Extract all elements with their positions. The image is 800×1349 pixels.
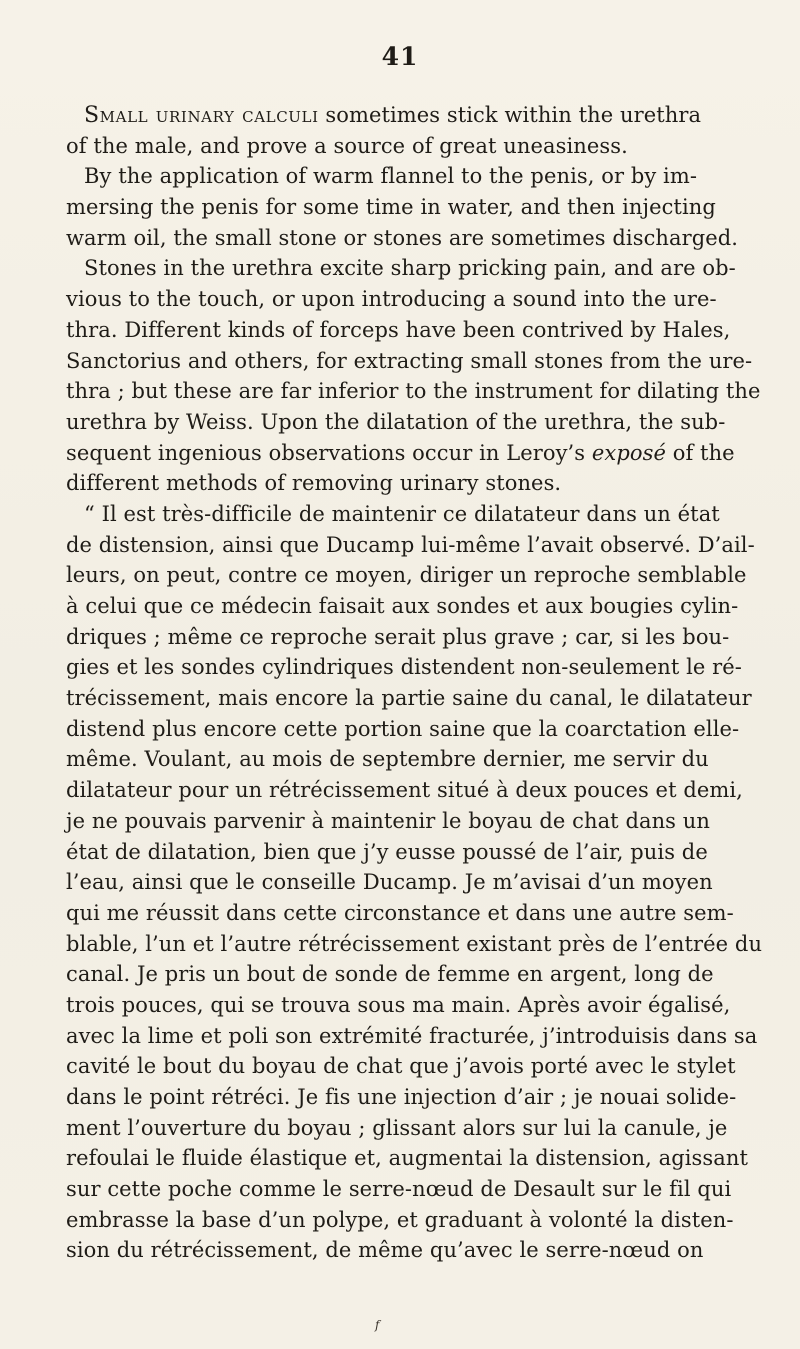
page-text [66,100,763,1266]
line-text: of the male, and prove a source of great uneasiness. [66,133,628,158]
line-text: embrasse la base d’un polype, et graduant à volonté la disten- [66,1207,734,1232]
line-text: trois pouces, qui se trouva sous ma main. Après avoir égalisé, [66,992,731,1017]
text-line [66,929,763,960]
line-text: mersing the penis for some time in water, and then injecting [66,195,716,220]
text-line [66,315,756,346]
line-text: sur cette poche comme le serre-nœud de Desault sur le fil qui [66,1177,732,1202]
line-text: qui me réussit dans cette circonstance et dans une autre sem- [66,900,734,925]
text-line [66,1082,756,1113]
text-line [66,100,756,131]
text-line [66,990,756,1021]
text-line [66,1143,756,1174]
text-line [66,376,761,407]
paragraph [66,100,756,161]
text-line [66,1051,756,1082]
line-text: canal. Je pris un bout de sonde de femme en argent, long de [66,962,714,987]
line-text: Sanctorius and others, for extracting small stones from the ure- [66,348,753,373]
line-text: blable, l’un et l’autre rétrécissement existant près de l’entrée du [66,931,763,956]
line-text: dilatateur pour un rétrécissement situé à deux pouces et demi, [66,778,743,803]
text-line [66,591,756,622]
text-line [66,1205,756,1236]
line-text: trécissement, mais encore la partie saine du canal, le dilatateur [66,686,752,711]
line-text: état de dilatation, bien que j’y eusse poussé de l’air, puis de [66,839,708,864]
italic-text: exposé [591,440,666,465]
page-number: 41 [381,42,419,71]
line-text: warm oil, the small stone or stones are sometimes discharged. [66,225,739,250]
text-line [66,622,756,653]
text-line [66,284,756,315]
line-text: à celui que ce médecin faisait aux sondes et aux bougies cylin- [66,594,739,618]
text-line [66,1113,756,1144]
small-caps-lead: Small urinary calculi [84,103,319,128]
text-line [66,1021,756,1052]
text-line [66,714,756,745]
text-line [66,775,756,806]
line-text: sometimes stick within the urethra [318,103,702,127]
paragraph [66,253,761,499]
line-text: refoulai le fluide élastique et, augmentai la distension, agissant [66,1146,748,1171]
text-line [66,837,756,868]
line-text: l’eau, ainsi que le conseille Ducamp. Je m’avisai d’un moyen [66,870,713,895]
line-text: cavité le bout du boyau de chat que j’avois porté avec le stylet [66,1054,736,1079]
line-text: vious to the touch, or upon introducing a sound into the ure- [66,287,717,312]
line-text: driques ; même ce reproche serait plus grave ; car, si les bou- [66,624,730,649]
text-line [66,346,756,377]
line-text: Stones in the urethra excite sharp pricking pain, and are ob- [84,256,736,281]
text-line [66,898,756,929]
line-text: “ Il est très-difficile de maintenir ce dilatateur dans un état [84,501,720,526]
text-line [66,560,756,591]
line-text: thra. Different kinds of forceps have been contrived by Hales, [66,317,731,342]
text-line [66,192,756,223]
text-line [66,1235,756,1266]
line-text: ment l’ouverture du boyau ; glissant alors sur lui la canule, je [66,1115,728,1140]
text-line [66,223,756,254]
line-text: leurs, on peut, contre ce moyen, diriger un reproche semblable [66,563,747,588]
line-text: different methods of removing urinary stones. [66,471,562,496]
paragraph [66,161,756,253]
footer-mark: f [375,1318,380,1332]
paragraph [66,499,763,1266]
text-line [66,959,756,990]
text-line [66,131,756,162]
text-line [66,683,756,714]
text-line [66,806,756,837]
text-line [66,867,756,898]
line-text: dans le point rétréci. Je fis une injection d’air ; je nouai solide- [66,1085,737,1109]
text-line [66,1174,756,1205]
text-line [66,407,756,438]
line-text: de distension, ainsi que Ducamp lui-même l’avait observé. D’ail- [66,532,755,557]
line-text: même. Voulant, au mois de septembre dernier, me servir du [66,747,709,772]
line-text: sion du rétrécissement, de même qu’avec le serre-nœud on [66,1238,704,1263]
text-line [66,530,756,561]
text-line [66,161,756,192]
line-text: thra ; but these are far inferior to the instrument for dilating the [66,379,761,404]
line-text-after: of the [665,440,735,465]
line-text: avec la lime et poli son extrémité fracturée, j’introduisis dans sa [66,1023,758,1048]
text-line [66,499,756,530]
line-text: By the application of warm flannel to the penis, or by im- [84,164,698,189]
line-text: distend plus encore cette portion saine que la coarctation elle- [66,716,740,741]
line-text: gies et les sondes cylindriques distendent non-seulement le ré- [66,655,742,680]
line-text: urethra by Weiss. Upon the dilatation of the urethra, the sub- [66,409,726,434]
text-line [66,744,756,775]
line-text: sequent ingenious observations occur in Leroy’s [66,440,592,465]
line-text: je ne pouvais parvenir à maintenir le boyau de chat dans un [66,808,711,833]
text-line [66,253,756,284]
text-line [66,652,756,683]
text-line [66,438,756,469]
text-line [66,468,756,499]
